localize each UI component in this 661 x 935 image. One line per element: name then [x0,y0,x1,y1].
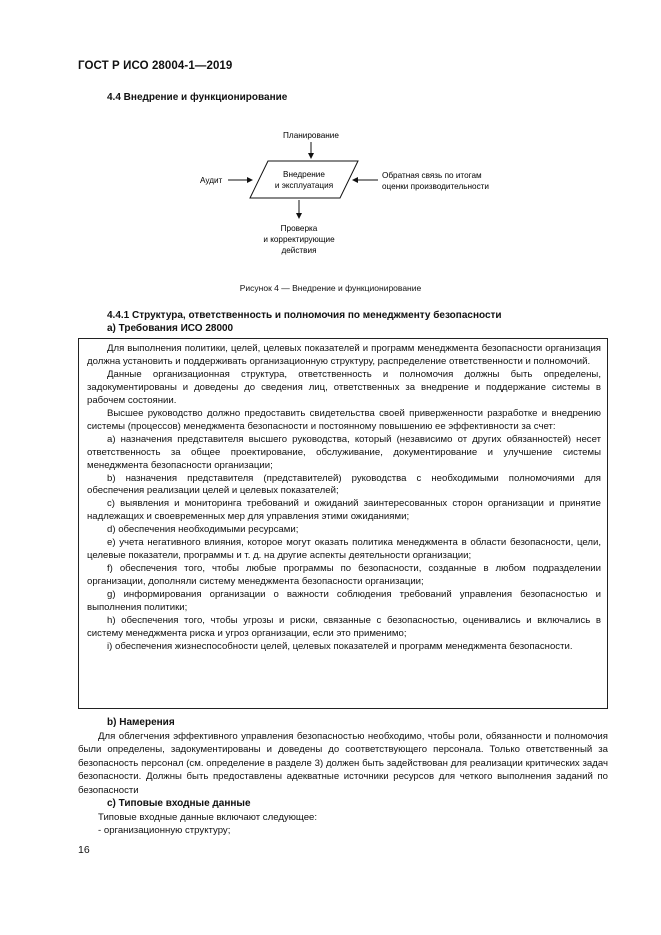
requirements-heading: а) Требования ИСО 28000 [107,323,234,334]
check-line3: действия [281,246,317,255]
req-item-c: c) выявления и мониторинга требований и ожиданий заинтересованных сторон организации и принятие надлежащих и своевременных мер для управления этими ожиданиями; [87,498,601,523]
intentions-heading: b) Намерения [107,717,175,728]
inputs-heading: c) Типовые входные данные [107,798,251,809]
subsection-title: 4.4.1 Структура, ответственность и полномочия по менеджменту безопасности [107,310,502,321]
intentions-body [78,730,608,797]
inputs-line-2: - организационную структуру; [98,825,231,837]
req-paragraph-3: Высшее руководство должно предоставить свидетельства своей приверженности разработке и внедрению системы (процессов) менеджмента безопасности и постоянному повышению ее эффективности за счет: [87,407,601,432]
process-diagram [190,120,520,270]
planning-label: Планирование [283,131,339,140]
check-line2: и корректирующие [263,235,335,244]
req-item-g: g) информирования организации о важности соблюдения требований управления безопасностью и выполнения политики; [87,589,601,614]
inputs-body [78,811,608,838]
req-item-h: h) обеспечения того, чтобы угрозы и риски, связанные с безопасностью, оценивались и включались в систему менеджмента риска и угроз организации, если это применимо; [87,615,601,639]
center-line2: и эксплуатация [274,181,334,190]
req-item-i: i) обеспечения жизнеспособности целей, целевых показателей и программ менеджмента безопасности. [107,640,573,652]
check-line1: Проверка [280,224,318,233]
req-paragraph-1: Для выполнения политики, целей, целевых показателей и программ менеджмента безопасности организация должна установить и поддерживать организационную структуру, распределение ответственности и полномочий. [87,343,601,367]
inputs-line-1: Типовые входные данные включают следующее: [98,812,318,823]
center-line1: Внедрение [283,170,325,179]
req-item-f: f) обеспечения того, чтобы любые программы по безопасности, созданные в любом подразделении организации, дополняли систему менеджмента безопасности организации; [87,563,601,588]
feedback-line1: Обратная связь по итогам [382,171,482,180]
section-title: 4.4 Внедрение и функционирование [107,92,288,103]
req-paragraph-2: Данные организационная структура, ответственность и полномочия должны быть определены, задокументированы и доведены до сведения лиц, ответственных за внедрение и поддержание системы в рабочем состоянии. [87,368,601,406]
process-figure [190,120,520,270]
implementation-box [250,161,358,198]
figure-caption: Рисунок 4 — Внедрение и функционирование [239,283,422,293]
req-item-a: а) назначения представителя высшего руководства, который (независимо от других обязанностей) несет ответственность за общее проектирование, обслуживание, документирование и улучшение системы менеджмента безопасности организации; [87,433,601,471]
req-item-e: e) учета негативного влияния, которое могут оказать политика менеджмента в области безопасности, цели, целевые показатели, программы и т. д. на другие аспекты деятельности организации; [87,537,601,562]
feedback-line2: оценки производительности [382,182,489,191]
document-header: ГОСТ Р ИСО 28004-1—2019 [78,60,233,72]
req-item-d: d) обеспечения необходимыми ресурсами; [107,524,299,536]
requirements-box [78,338,608,709]
req-item-b: b) назначения представителя (представителей) руководства с необходимыми полномочиями для обеспечения реализации целей и целевых показателей; [87,472,601,497]
audit-label: Аудит [200,176,223,185]
intentions-paragraph: Для облегчения эффективного управления безопасностью необходимо, чтобы роли, обязанности и полномочия были определены, задокументированы и доведены до соответствующего персонала. Только ответственный за безопасность персонал (см. определение в разделе 3) должен быть задействован для реализации критических задач безопасности. Должны быть предоставлены адекватные источники ресурсов для четкого выполнения заданий по безопасности [78,731,608,796]
page-number: 16 [78,844,90,856]
